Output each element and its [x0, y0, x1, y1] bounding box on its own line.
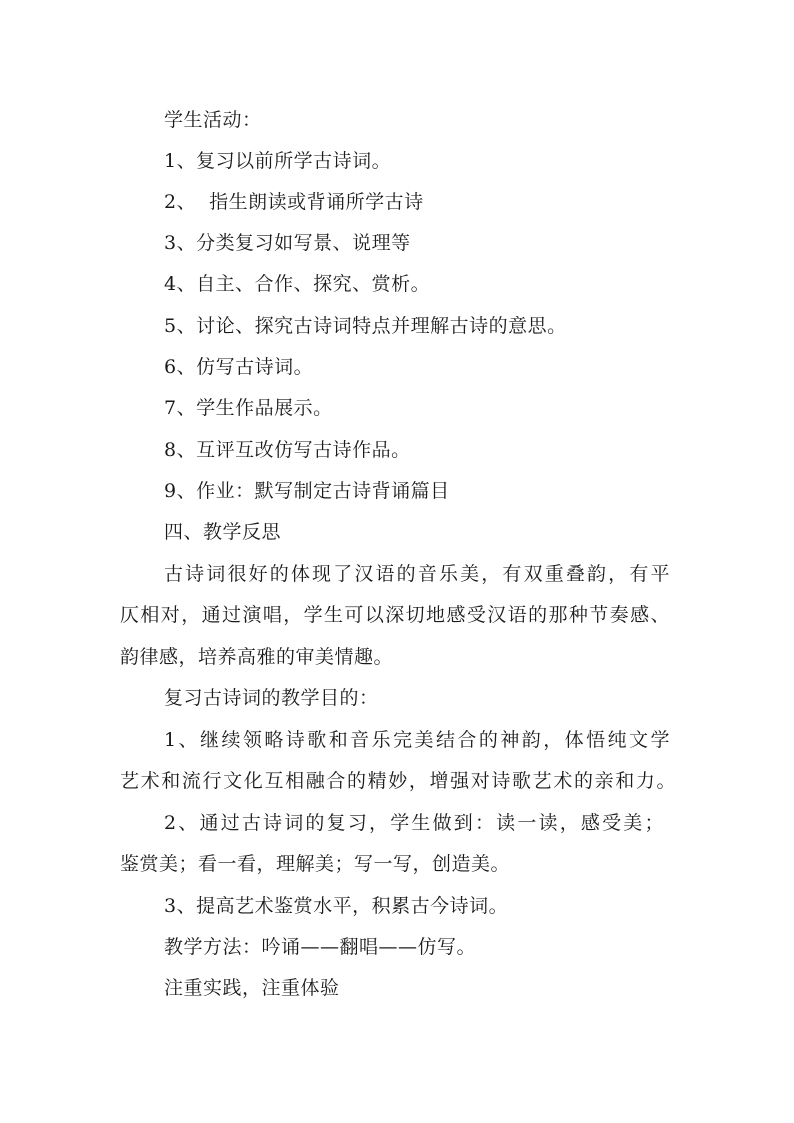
goals-heading: 复习古诗词的教学目的：	[164, 687, 379, 709]
activity-item: 7、学生作品展示。	[164, 397, 333, 419]
closing-line: 注重实践，注重体验	[164, 977, 340, 999]
activity-item: 8、互评互改仿写古诗作品。	[164, 439, 411, 461]
activity-item: 5、讨论、探究古诗词特点并理解古诗的意思。	[164, 315, 567, 337]
reflection-line: 韵律感，培养高雅的审美情趣。	[120, 646, 394, 668]
reflection-line: 古诗词很好的体现了汉语的音乐美，有双重叠韵，有平	[164, 563, 670, 585]
reflection-line: 仄相对，通过演唱，学生可以深切地感受汉语的那种节奏感、	[120, 604, 670, 626]
reflection-heading: 四、教学反思	[164, 521, 282, 543]
goal-line: 1、继续领略诗歌和音乐完美结合的神韵，体悟纯文学	[164, 729, 670, 751]
activity-heading: 学生活动：	[164, 109, 262, 131]
activity-item: 9、作业：默写制定古诗背诵篇目	[164, 480, 450, 502]
activity-item: 1、复习以前所学古诗词。	[164, 150, 392, 172]
goal-line: 3、提高艺术鉴赏水平，积累古今诗词。	[164, 895, 509, 917]
goal-line: 鉴赏美；看一看，理解美；写一写，创造美。	[120, 853, 511, 875]
activity-item: 3、分类复习如写景、说理等	[164, 232, 411, 254]
activity-item: 4、自主、合作、探究、赏析。	[164, 273, 431, 295]
goal-line: 艺术和流行文化互相融合的精妙，增强对诗歌艺术的亲和力。	[120, 770, 676, 792]
activity-item: 2、 指生朗读或背诵所学古诗	[164, 191, 424, 213]
method-line: 教学方法：吟诵——翻唱——仿写。	[164, 936, 477, 958]
activity-item: 6、仿写古诗词。	[164, 356, 314, 378]
goal-line: 2、通过古诗词的复习，学生做到：读一读，感受美；	[164, 812, 664, 834]
